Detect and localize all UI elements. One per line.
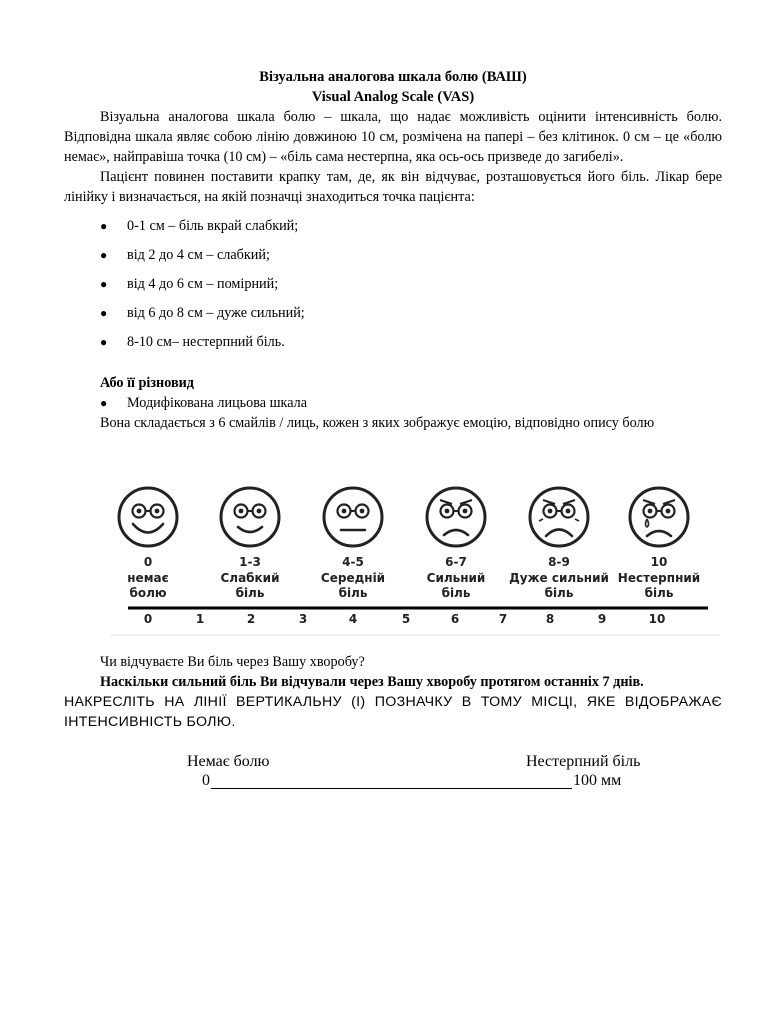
- list-item: [64, 332, 722, 361]
- list-item-text: 8-10 см– нестерпний біль.: [127, 334, 285, 350]
- face-range-label: 10: [650, 555, 668, 569]
- response-line[interactable]: [211, 788, 572, 789]
- variant-heading: Або її різновид: [100, 375, 194, 391]
- instruction-text: НАКРЕСЛІТЬ НА ЛІНІЇ ВЕРТИКАЛЬНУ (I) ПОЗНАЧКУ В ТОМУ МІСЦІ, ЯКЕ ВІДОБРАЖАЄ ІНТЕНСИВНІСТЬ БОЛЮ.: [64, 694, 722, 730]
- faces-description: Вона складається з 6 смайлів / лиць, кожен з яких зображує емоцію, відповідно опису болю: [100, 415, 655, 431]
- face-label-line1: Дуже сильний: [509, 571, 609, 585]
- face-range-label: 8-9: [548, 555, 570, 569]
- face-label-line1: Слабкий: [220, 571, 280, 585]
- document-page: [64, 60, 722, 433]
- list-item-text: від 6 до 8 см – дуже сильний;: [127, 305, 305, 321]
- face-range-label: 6-7: [445, 555, 467, 569]
- slight-smile-face-icon: [221, 488, 279, 546]
- neutral-face-icon: [324, 488, 382, 546]
- face-label-line1: немає: [127, 571, 169, 585]
- face-label-line2: болю: [129, 586, 167, 600]
- scale-tick-label: 8: [545, 612, 555, 626]
- face-label-line1: Сильний: [426, 571, 486, 585]
- question-1: Чи відчуваєте Ви біль через Вашу хворобу?: [100, 654, 365, 670]
- modified-scale-label: Модифікована лицьова шкала: [127, 395, 307, 411]
- bullet-icon: ●: [100, 396, 108, 410]
- scale-tick-label: 7: [498, 612, 508, 626]
- list-item-text: від 4 до 6 см – помірний;: [127, 276, 279, 292]
- list-item: [64, 245, 722, 274]
- crying-face-icon: [630, 488, 688, 546]
- no-pain-label: Немає болю: [187, 753, 270, 770]
- face-range-label: 1-3: [239, 555, 261, 569]
- scale-tick-label: 0: [143, 612, 153, 626]
- face-range-label: 4-5: [342, 555, 364, 569]
- bullet-icon: ●: [100, 248, 108, 262]
- face-label-line1: Середній: [320, 571, 386, 585]
- faces-pain-scale: [110, 480, 720, 640]
- intro-paragraph-1: Візуальна аналогова шкала болю – шкала, що надає можливість оцінити інтенсивність болю. Відповідна шкала являє собою лінію довжиною 10 см, розмічена на папері – без клітинок. 0 см – це «болю немає», найправіша точка (10 см) – «біль сама нестерпна, яка ось-ось призведе до загибелі».: [64, 109, 722, 165]
- face-label-line2: біль: [338, 586, 368, 600]
- scale-tick-label: 1: [195, 612, 205, 626]
- scale-tick-label: 10: [648, 612, 666, 626]
- vas-response-scale: [0, 753, 768, 793]
- bullet-icon: ●: [100, 306, 108, 320]
- grimace-face-icon: [530, 488, 588, 546]
- intro-paragraph-2: Пацієнт повинен поставити крапку там, де, як він відчуває, розташовується його біль. Лікар бере лінійку і визначається, на якій позначці знаходиться точка пацієнта:: [64, 169, 722, 205]
- happy-face-icon: [119, 488, 177, 546]
- vas-interpretation-list: [64, 216, 722, 361]
- scale-tick-label: 9: [597, 612, 607, 626]
- question-2: Наскільки сильний біль Ви відчували через Вашу хворобу протягом останніх 7 днів.: [100, 674, 644, 690]
- questionnaire-section: [64, 652, 722, 732]
- scale-tick-label: 6: [450, 612, 460, 626]
- face-label-line2: біль: [235, 586, 265, 600]
- bullet-icon: ●: [100, 335, 108, 349]
- list-item: [64, 303, 722, 332]
- face-label-line2: біль: [544, 586, 574, 600]
- face-label-line1: Нестерпний: [617, 571, 701, 585]
- bullet-icon: ●: [100, 277, 108, 291]
- list-item: [64, 216, 722, 245]
- scale-tick-label: 3: [298, 612, 308, 626]
- face-label-line2: біль: [441, 586, 471, 600]
- document-subtitle: Visual Analog Scale (VAS): [311, 89, 475, 105]
- frown-face-icon: [427, 488, 485, 546]
- list-item: [64, 274, 722, 303]
- list-item-text: від 2 до 4 см – слабкий;: [127, 247, 270, 263]
- scale-tick-label: 5: [401, 612, 411, 626]
- unbearable-pain-label: Нестерпний біль: [526, 753, 641, 770]
- face-label-line2: біль: [644, 586, 674, 600]
- scale-tick-label: 2: [246, 612, 256, 626]
- face-range-label: 0: [143, 555, 153, 569]
- modified-scale-item: [64, 393, 722, 413]
- scale-end-value: 100 мм: [573, 772, 622, 789]
- list-item-text: 0-1 см – біль вкрай слабкий;: [127, 218, 299, 234]
- bullet-icon: ●: [100, 219, 108, 233]
- scale-tick-label: 4: [348, 612, 358, 626]
- document-title: Візуальна аналогова шкала болю (ВАШ): [259, 69, 527, 85]
- scale-start-value: 0: [202, 772, 210, 789]
